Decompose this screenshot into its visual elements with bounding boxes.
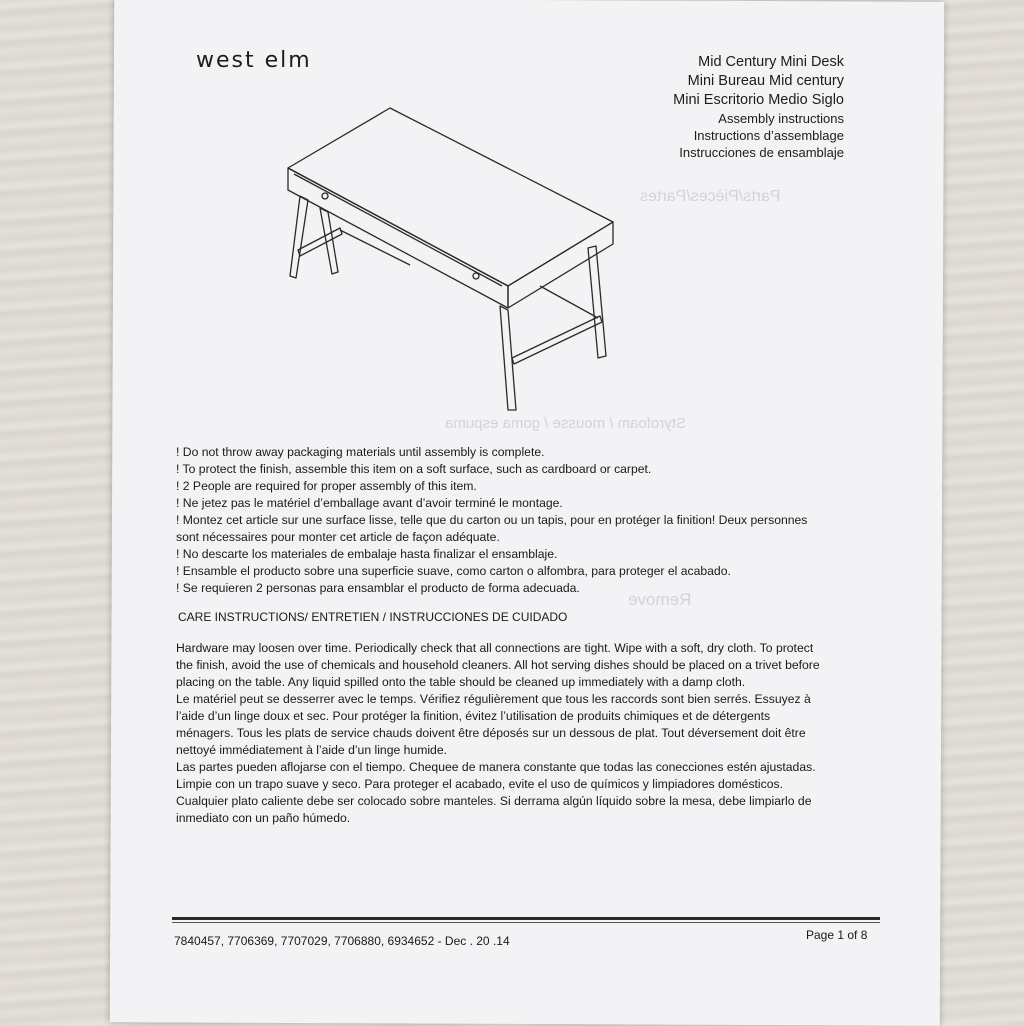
care-line: Las partes pueden aflojarse con el tiempo. Chequee de manera constante que todas las conecciones estén ajustadas.: [176, 760, 816, 774]
subtitle-en: Assembly instructions: [718, 111, 844, 126]
warning-line: ! Ne jetez pas le matériel d’emballage avant d’avoir terminé le montage.: [176, 496, 563, 510]
footer-divider-thin: [172, 922, 880, 923]
care-line: nettoyé immédiatement à l’aide d’un linge humide.: [176, 743, 447, 757]
warnings-list: [176, 444, 856, 597]
care-line: inmediato con un paño húmedo.: [176, 811, 351, 825]
subtitle-es: Instrucciones de ensamblaje: [679, 145, 844, 160]
show-through-text: Remove: [628, 590, 692, 609]
warning-line: ! No descarte los materiales de embalaje hasta finalizar el ensamblaje.: [176, 547, 558, 561]
care-line: Le matériel peut se desserrer avec le temps. Vérifiez régulièrement que tous les raccords sont bien serrés. Essuyez à: [176, 692, 811, 706]
warning-line: ! Do not throw away packaging materials until assembly is complete.: [176, 445, 545, 459]
warning-line: ! Se requieren 2 personas para ensamblar el producto de forma adecuada.: [176, 581, 580, 595]
warning-line: ! Montez cet article sur une surface lisse, telle que du carton ou un tapis, pour en protéger la finition! Deux personnes: [176, 513, 808, 527]
title-fr: Mini Bureau Mid century: [687, 73, 844, 89]
care-line: placing on the table. Any liquid spilled onto the table should be cleaned up immediately with a damp cloth.: [176, 675, 746, 689]
care-line: the finish, avoid the use of chemicals and household cleaners. All hot serving dishes should be placed on a trivet before: [176, 658, 820, 672]
footer-divider: [172, 917, 880, 920]
title-en: Mid Century Mini Desk: [698, 54, 844, 70]
care-text: [176, 640, 866, 827]
care-line: Hardware may loosen over time. Periodically check that all connections are tight. Wipe with a soft, dry cloth. To protect: [176, 641, 814, 655]
care-heading: CARE INSTRUCTIONS/ ENTRETIEN / INSTRUCCIONES DE CUIDADO: [178, 610, 568, 624]
warning-line: ! Ensamble el producto sobre una superficie suave, como carton o alfombra, para proteger el acabado.: [176, 564, 731, 578]
page-number: Page 1 of 8: [806, 928, 868, 942]
care-line: l’aide d’un linge doux et sec. Pour protéger la finition, évitez l’utilisation de produits chimiques et de détergents: [176, 709, 771, 723]
care-line: Limpie con un trapo suave y seco. Para proteger el acabado, evite el uso de químicos y limpiadores domésticos.: [176, 777, 783, 791]
title-block: [673, 53, 844, 161]
warning-line: sont nécessaires pour monter cet article de façon adéquate.: [176, 530, 500, 544]
show-through-text: Styrofoam / mousse / goma espuma: [445, 415, 686, 432]
care-line: ménagers. Tous les plats de service chauds doivent être déposés sur un dessous de plat. Tout déversement doit être: [176, 726, 806, 740]
show-through-text: Parts/Pièces/Partes: [640, 188, 781, 205]
title-es: Mini Escritorio Medio Siglo: [673, 92, 844, 108]
brand-logo: west elm: [196, 48, 312, 73]
warning-line: ! 2 People are required for proper assembly of this item.: [176, 479, 477, 493]
item-codes: 7840457, 7706369, 7707029, 7706880, 6934652 - Dec . 20 .14: [174, 934, 510, 948]
care-line: Cualquier plato caliente debe ser colocado sobre manteles. Si derrama algún líquido sobre la mesa, debe limpiarlo de: [176, 794, 812, 808]
subtitle-fr: Instructions d’assemblage: [693, 128, 844, 143]
desk-illustration: [280, 100, 620, 420]
warning-line: ! To protect the finish, assemble this item on a soft surface, such as cardboard or carpet.: [176, 462, 652, 476]
